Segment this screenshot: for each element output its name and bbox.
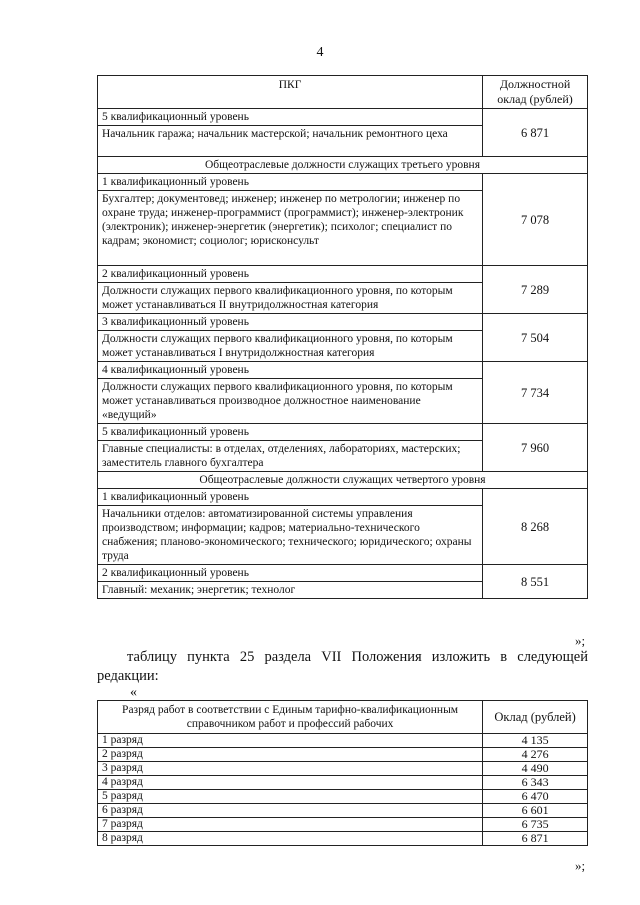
level-label: 2 квалификационный уровень: [98, 266, 483, 283]
position-list: Бухгалтер; документовед; инженер; инженер по метрологии; инженер по охране труда; инженер-программист (программист); инженер-электроник (электроник); инженер-энергетик (энергетик); психолог; специалист по кадрам; экономист; социолог; юрисконсульт: [98, 191, 483, 266]
salary-cell: 7 289: [483, 266, 588, 314]
salary-cell: 6 735: [483, 818, 588, 832]
table-row: [98, 109, 588, 126]
table-row: [98, 424, 588, 441]
salary-cell: 6 470: [483, 790, 588, 804]
grade-label: 2 разряд: [98, 748, 483, 762]
level-label: 5 квалификационный уровень: [98, 424, 483, 441]
salary-cell: 6 343: [483, 776, 588, 790]
salary-table-pkg: [97, 75, 588, 599]
group-heading: Общеотраслевые должности служащих четвертого уровня: [98, 472, 588, 489]
table-header-row: [98, 701, 588, 734]
table-row: [98, 157, 588, 174]
salary-cell: 8 268: [483, 489, 588, 565]
grade-label: 1 разряд: [98, 734, 483, 748]
table-row: [98, 790, 588, 804]
closing-quote: »;: [575, 858, 586, 873]
header-pkg: ПКГ: [98, 76, 483, 109]
salary-cell: 7 734: [483, 362, 588, 424]
table-row: [98, 362, 588, 379]
level-label: 4 квалификационный уровень: [98, 362, 483, 379]
level-label: 1 квалификационный уровень: [98, 174, 483, 191]
salary-cell: 4 135: [483, 734, 588, 748]
grade-label: 3 разряд: [98, 762, 483, 776]
position-list: Должности служащих первого квалификационного уровня, по которым может устанавливаться производное должностное наименование «ведущий»: [98, 379, 483, 424]
salary-cell: 7 960: [483, 424, 588, 472]
grade-label: 6 разряд: [98, 804, 483, 818]
table-row: [98, 174, 588, 191]
header-salary: Оклад (рублей): [483, 701, 588, 734]
salary-cell: 4 490: [483, 762, 588, 776]
position-list: Начальники отделов: автоматизированной системы управления производством; информации; кадров; материально-технического снабжения; планово-экономического; технического; юридического; охраны труда: [98, 506, 483, 565]
level-label: 1 квалификационный уровень: [98, 489, 483, 506]
salary-cell: 6 871: [483, 109, 588, 157]
salary-cell: 7 504: [483, 314, 588, 362]
salary-cell: 4 276: [483, 748, 588, 762]
salary-cell: 6 871: [483, 832, 588, 846]
header-grade: Разряд работ в соответствии с Единым тарифно-квалификационным справочником работ и профессий рабочих: [98, 701, 483, 734]
grade-label: 7 разряд: [98, 818, 483, 832]
position-list: Главный: механик; энергетик; технолог: [98, 582, 483, 599]
table-row: [98, 818, 588, 832]
salary-table-grades: [97, 700, 588, 846]
position-list: Должности служащих первого квалификационного уровня, по которым может устанавливаться II внутридолжностная категория: [98, 283, 483, 314]
grade-label: 8 разряд: [98, 832, 483, 846]
closing-quote: »;: [575, 633, 586, 648]
table-row: [98, 776, 588, 790]
table-row: [98, 472, 588, 489]
position-list: Должности служащих первого квалификационного уровня, по которым может устанавливаться I внутридолжностная категория: [98, 331, 483, 362]
page-number: 4: [316, 45, 324, 60]
table-row: [98, 565, 588, 582]
grade-label: 4 разряд: [98, 776, 483, 790]
opening-quote: «: [130, 685, 137, 700]
level-label: 5 квалификационный уровень: [98, 109, 483, 126]
salary-cell: 8 551: [483, 565, 588, 599]
salary-cell: 6 601: [483, 804, 588, 818]
salary-cell: 7 078: [483, 174, 588, 266]
table-row: [98, 266, 588, 283]
table-row: [98, 489, 588, 506]
table-row: [98, 314, 588, 331]
body-paragraph: таблицу пункта 25 раздела VII Положения изложить в следующей редакции:: [97, 649, 588, 684]
table-row: [98, 804, 588, 818]
table-row: [98, 748, 588, 762]
position-list: Начальник гаража; начальник мастерской; начальник ремонтного цеха: [98, 126, 483, 157]
level-label: 2 квалификационный уровень: [98, 565, 483, 582]
table-row: [98, 734, 588, 748]
table-row: [98, 832, 588, 846]
table-header-row: [98, 76, 588, 109]
grade-label: 5 разряд: [98, 790, 483, 804]
header-salary: Должностной оклад (рублей): [483, 76, 588, 109]
group-heading: Общеотраслевые должности служащих третьего уровня: [98, 157, 588, 174]
position-list: Главные специалисты: в отделах, отделениях, лабораториях, мастерских; заместитель главного бухгалтера: [98, 441, 483, 472]
table-row: [98, 762, 588, 776]
level-label: 3 квалификационный уровень: [98, 314, 483, 331]
